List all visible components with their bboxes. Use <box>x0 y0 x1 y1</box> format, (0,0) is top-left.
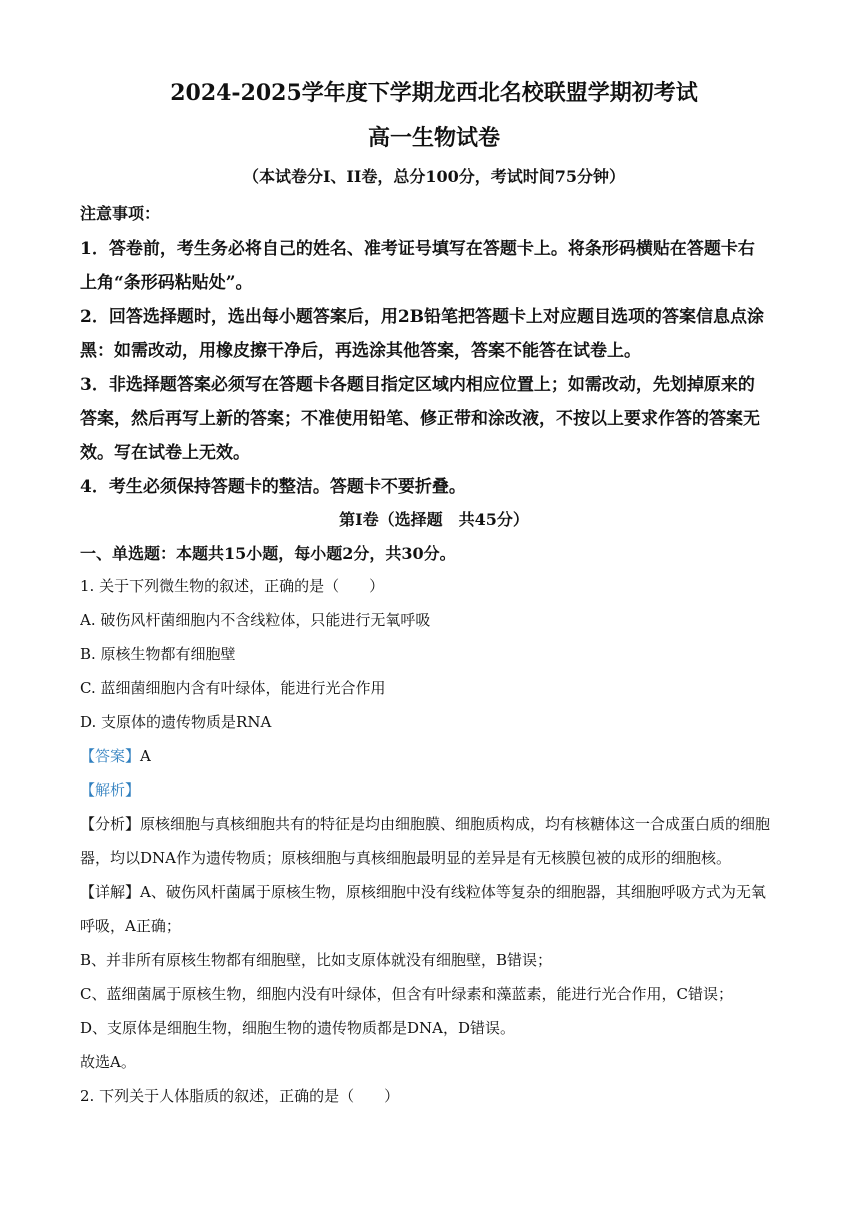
option-b: B. 原核生物都有细胞壁 <box>80 645 236 663</box>
notes-line: 1．答卷前，考生务必将自己的姓名、准考证号填写在答题卡上。将条形码横贴在答题卡右 <box>80 239 755 259</box>
option-c: C. 蓝细菌细胞内含有叶绿体，能进行光合作用 <box>80 679 386 697</box>
analysis-line: 呼吸，A正确； <box>80 917 181 935</box>
analysis-line: D、支原体是细胞生物，细胞生物的遗传物质都是DNA，D错误。 <box>80 1019 516 1037</box>
answer-line <box>80 745 790 766</box>
analysis-line: C、蓝细菌属于原核生物，细胞内没有叶绿体，但含有叶绿素和藻蓝素，能进行光合作用，C错误； <box>80 985 733 1003</box>
analysis-tag: 【解析】 <box>80 781 141 799</box>
notes-line: 黑：如需改动，用橡皮擦干净后，再选涂其他答案，答案不能答在试卷上。 <box>80 341 641 361</box>
notes-line: 效。写在试卷上无效。 <box>80 443 250 463</box>
conclusion-line: 故选A。 <box>80 1053 136 1071</box>
answer-value: A <box>140 747 151 765</box>
exam-subtitle: 高一生物试卷 <box>367 125 500 151</box>
option-d: D. 支原体的遗传物质是RNA <box>80 713 272 731</box>
analysis-line: 【分析】原核细胞与真核细胞共有的特征是均由细胞膜、细胞质构成，均有核糖体这一合成蛋白质的细胞 <box>80 815 771 833</box>
notes-line: 2．回答选择题时，选出每小题答案后，用2B铅笔把答题卡上对应题目选项的答案信息点涂 <box>80 307 765 327</box>
analysis-line: 器，均以DNA作为遗传物质；原核细胞与真核细胞最明显的差异是有无核膜包被的成形的细胞核。 <box>80 849 731 867</box>
notes-heading: 注意事项： <box>80 204 161 223</box>
section-title: 第I卷（选择题 共45分） <box>339 510 529 529</box>
question-stem: 2. 下列关于人体脂质的叙述，正确的是（ ） <box>80 1087 400 1105</box>
notes-line: 3．非选择题答案必须写在答题卡各题目指定区域内相应位置上；如需改动，先划掉原来的 <box>80 375 755 395</box>
question-stem: 1. 关于下列微生物的叙述，正确的是（ ） <box>80 577 385 595</box>
notes-line: 上角“条形码粘贴处”。 <box>80 273 253 293</box>
exam-title: 2024-2025学年度下学期龙西北名校联盟学期初考试 <box>170 80 698 106</box>
part-heading: 一、单选题：本题共15小题，每小题2分，共30分。 <box>80 544 456 563</box>
option-a: A. 破伤风杆菌细胞内不含线粒体，只能进行无氧呼吸 <box>80 611 431 629</box>
answer-tag: 【答案】 <box>80 747 141 765</box>
analysis-line: 【详解】A、破伤风杆菌属于原核生物，原核细胞中没有线粒体等复杂的细胞器，其细胞呼吸方式为无氧 <box>80 883 766 901</box>
exam-info: （本试卷分I、II卷，总分100分，考试时间75分钟） <box>242 167 626 186</box>
notes-line: 答案，然后再写上新的答案；不准使用铅笔、修正带和涂改液，不按以上要求作答的答案无 <box>80 409 760 429</box>
notes-line: 4．考生必须保持答题卡的整洁。答题卡不要折叠。 <box>80 477 466 497</box>
analysis-line: B、并非所有原核生物都有细胞壁，比如支原体就没有细胞壁，B错误； <box>80 951 553 969</box>
